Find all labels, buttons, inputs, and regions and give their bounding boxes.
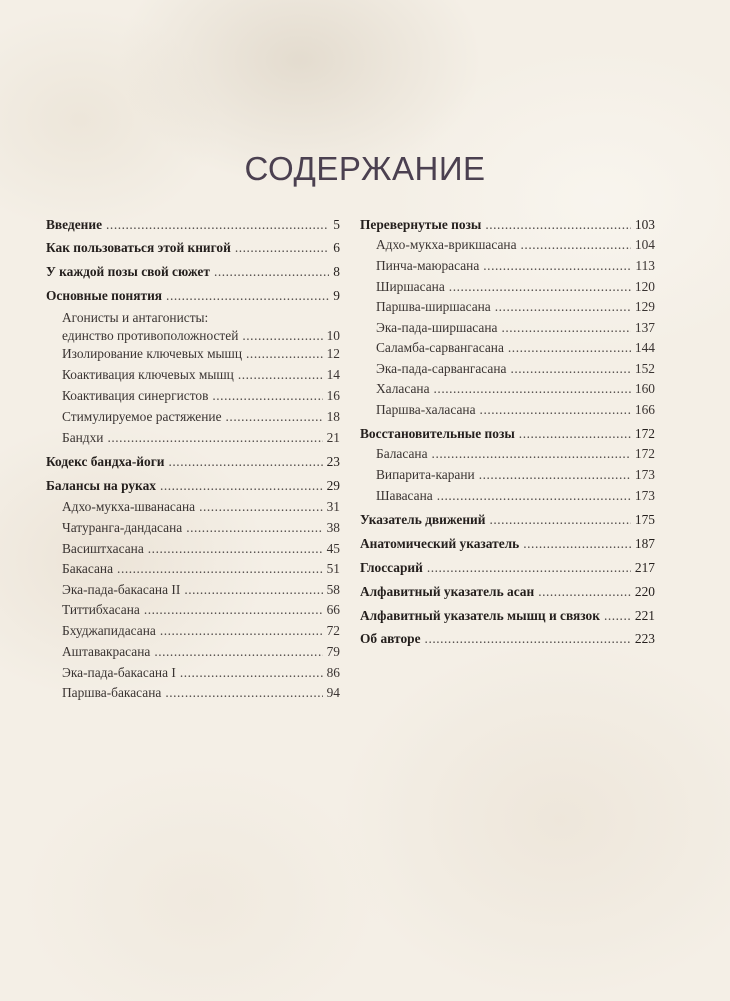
toc-entry[interactable] <box>376 379 655 397</box>
toc-entry-label: Об авторе <box>360 631 421 646</box>
leader-dots <box>242 328 322 344</box>
leader-dots <box>501 320 630 336</box>
toc-entry-label: Анатомический указатель <box>360 536 520 551</box>
leader-dots <box>212 388 322 404</box>
toc-entry[interactable] <box>62 559 340 577</box>
toc-entry-page: 66 <box>326 602 340 617</box>
toc-entry-page: 129 <box>634 299 655 314</box>
toc-entry-page: 5 <box>333 217 340 232</box>
leader-dots <box>483 258 631 274</box>
toc-entry-label: Как пользоваться этой книгой <box>46 240 231 255</box>
toc-entry-label: Шавасана <box>376 488 433 503</box>
leader-dots <box>510 361 630 377</box>
leader-dots <box>432 446 631 462</box>
toc-entry-label: Эка-пада-ширшасана <box>376 320 498 335</box>
toc-entry-page: 6 <box>333 240 340 255</box>
toc-entry[interactable] <box>62 326 340 344</box>
toc-entry-label: Паршва-бакасана <box>62 685 162 700</box>
page-title: СОДЕРЖАНИЕ <box>244 150 486 187</box>
toc-entry-page: 79 <box>326 644 340 659</box>
toc-entry[interactable] <box>62 580 340 598</box>
leader-dots <box>485 217 631 233</box>
toc-entry-label: Введение <box>46 217 103 232</box>
leader-dots <box>144 602 323 618</box>
toc-entry-label: Баласана <box>376 446 428 461</box>
toc-entry-line1[interactable] <box>62 308 340 326</box>
toc-entry-label: Випарита-карани <box>376 467 475 482</box>
leader-dots <box>160 478 323 494</box>
toc-entry[interactable] <box>46 476 340 494</box>
toc-entry-label: Адхо-мукха-шванасана <box>62 499 196 514</box>
toc-entry[interactable] <box>62 642 340 660</box>
toc-entry-page: 45 <box>326 541 340 556</box>
toc-entry-label: Эка-пада-бакасана I <box>62 665 176 680</box>
toc-entry[interactable] <box>62 539 340 557</box>
toc-entry[interactable] <box>62 621 340 639</box>
leader-dots <box>148 541 323 557</box>
toc-entry-label: Указатель движений <box>360 512 486 527</box>
toc-entry-label: Основные понятия <box>46 288 163 303</box>
toc-entry[interactable] <box>360 558 655 576</box>
toc-entry-page: 172 <box>634 446 655 461</box>
leader-dots <box>425 631 631 647</box>
leader-dots <box>107 430 322 446</box>
toc-entry-page: 72 <box>326 623 340 638</box>
toc-entry-label: Паршва-халасана <box>376 402 476 417</box>
toc-entry-page: 223 <box>634 631 655 646</box>
toc-entry-label: Бандхи <box>62 430 104 445</box>
toc-entry[interactable] <box>360 424 655 442</box>
toc-entry[interactable] <box>62 518 340 536</box>
leader-dots <box>238 367 323 383</box>
toc-entry-label: Халасана <box>376 381 430 396</box>
toc-entry-label: Эка-пада-сарвангасана <box>376 361 507 376</box>
toc-entry-label: Алфавитный указатель мышц и связок <box>360 608 600 623</box>
toc-entry-label: единство противоположностей <box>62 328 239 343</box>
leader-dots <box>508 340 631 356</box>
toc-entry[interactable] <box>62 600 340 618</box>
toc-entry[interactable] <box>376 235 655 253</box>
toc-entry-label: Чатуранга-дандасана <box>62 520 183 535</box>
toc-entry-page: 21 <box>326 430 340 445</box>
toc-entry-label: Восстановительные позы <box>360 426 515 441</box>
toc-entry[interactable] <box>376 338 655 356</box>
toc-entry[interactable] <box>62 683 340 701</box>
leader-dots <box>480 402 631 418</box>
toc-entry[interactable] <box>376 359 655 377</box>
leader-dots <box>106 217 329 233</box>
toc-entry-page: 221 <box>634 608 655 623</box>
toc-entry[interactable] <box>376 486 655 504</box>
leader-dots <box>437 488 631 504</box>
toc-entry-page: 104 <box>634 237 655 252</box>
toc-entry[interactable] <box>46 452 340 470</box>
leader-dots <box>519 426 631 442</box>
toc-entry-label: У каждой позы свой сюжет <box>46 264 210 279</box>
leader-dots <box>186 520 322 536</box>
toc-entry-page: 16 <box>326 388 340 403</box>
toc-entry[interactable] <box>376 297 655 315</box>
toc-entry[interactable] <box>360 215 655 233</box>
toc-entry[interactable] <box>360 606 655 624</box>
toc-entry[interactable] <box>360 629 655 647</box>
leader-dots <box>521 237 631 253</box>
toc-entry-page: 10 <box>326 328 340 343</box>
toc-entry-page: 160 <box>634 381 655 396</box>
toc-entry-label: Ширшасана <box>376 279 445 294</box>
leader-dots <box>434 381 631 397</box>
toc-entry[interactable] <box>46 215 340 233</box>
toc-entry-label: Саламба-сарвангасана <box>376 340 504 355</box>
leader-dots <box>538 584 631 600</box>
toc-entry[interactable] <box>360 582 655 600</box>
toc-entry-label: Пинча-маюрасана <box>376 258 480 273</box>
toc-entry[interactable] <box>376 400 655 418</box>
toc-entry-label: Перевернутые позы <box>360 217 482 232</box>
toc-entry-label: Титтибхасана <box>62 602 140 617</box>
toc-entry-label: Балансы на руках <box>46 478 156 493</box>
toc-entry-page: 217 <box>634 560 655 575</box>
toc-entry[interactable] <box>360 534 655 552</box>
leader-dots <box>523 536 631 552</box>
toc-entry-label: Васиштхасана <box>62 541 144 556</box>
leader-dots <box>184 582 322 598</box>
toc-entry-label: Кодекс бандха-йоги <box>46 454 165 469</box>
toc-entry-label: Глоссарий <box>360 560 423 575</box>
toc-entry-page: 58 <box>326 582 340 597</box>
toc-entry-page: 14 <box>326 367 340 382</box>
toc-entry-label: Паршва-ширшасана <box>376 299 491 314</box>
toc-entry-label: Эка-пада-бакасана II <box>62 582 181 597</box>
toc-entry[interactable] <box>376 444 655 462</box>
toc-entry[interactable] <box>62 386 340 404</box>
toc-entry-page: 12 <box>326 346 340 361</box>
leader-dots <box>169 454 323 470</box>
toc-entry-page: 23 <box>326 454 340 469</box>
leader-dots <box>604 608 631 624</box>
toc-entry-page: 172 <box>634 426 655 441</box>
toc-entry[interactable] <box>46 286 340 304</box>
toc-entry-page: 103 <box>634 217 655 232</box>
leader-dots <box>160 623 323 639</box>
toc-entry-label: Алфавитный указатель асан <box>360 584 535 599</box>
toc-entry-page: 8 <box>333 264 340 279</box>
toc-entry[interactable] <box>62 344 340 362</box>
toc-entry-label: Стимулируемое растяжение <box>62 409 222 424</box>
toc-entry-page: 166 <box>634 402 655 417</box>
toc-entry[interactable] <box>46 238 340 256</box>
leader-dots <box>449 279 631 295</box>
toc-entry-page: 175 <box>634 512 655 527</box>
leader-dots <box>117 561 323 577</box>
toc-entry[interactable] <box>62 365 340 383</box>
toc-entry-page: 29 <box>326 478 340 493</box>
leader-dots <box>495 299 631 315</box>
toc-entry-label: Коактивация ключевых мышц <box>62 367 234 382</box>
leader-dots <box>180 665 323 681</box>
toc-entry[interactable] <box>62 497 340 515</box>
toc-entry-page: 51 <box>326 561 340 576</box>
toc-entry-page: 120 <box>634 279 655 294</box>
toc-entry-page: 187 <box>634 536 655 551</box>
leader-dots <box>166 288 329 304</box>
toc-entry-page: 18 <box>326 409 340 424</box>
leader-dots <box>235 240 329 256</box>
toc-entry-page: 173 <box>634 488 655 503</box>
toc-entry-label: Коактивация синергистов <box>62 388 209 403</box>
toc-entry-page: 38 <box>326 520 340 535</box>
toc-entry[interactable] <box>376 256 655 274</box>
toc-entry[interactable] <box>62 663 340 681</box>
leader-dots <box>226 409 323 425</box>
toc-entry[interactable] <box>376 277 655 295</box>
toc-entry[interactable] <box>62 407 340 425</box>
toc-entry-page: 31 <box>326 499 340 514</box>
leader-dots <box>199 499 323 515</box>
leader-dots <box>214 264 329 280</box>
leader-dots <box>246 346 323 362</box>
leader-dots <box>489 512 630 528</box>
toc-entry[interactable] <box>376 465 655 483</box>
toc-entry[interactable] <box>360 510 655 528</box>
toc-entry-page: 173 <box>634 467 655 482</box>
toc-entry-page: 144 <box>634 340 655 355</box>
toc-entry-page: 113 <box>635 258 655 273</box>
leader-dots <box>165 685 322 701</box>
toc-entry-label: Адхо-мукха-врикшасана <box>376 237 517 252</box>
toc-entry-page: 9 <box>333 288 340 303</box>
toc-entry-label: Аштавакрасана <box>62 644 151 659</box>
toc-entry-label: Изолирование ключевых мышц <box>62 346 243 361</box>
leader-dots <box>154 644 322 660</box>
toc-entry[interactable] <box>46 262 340 280</box>
toc-entry-page: 86 <box>326 665 340 680</box>
toc-entry-page: 94 <box>326 685 340 700</box>
leader-dots <box>427 560 631 576</box>
toc-entry-label: Агонисты и антагонисты: <box>62 310 209 325</box>
toc-entry-page: 152 <box>634 361 655 376</box>
toc-entry-label: Бакасана <box>62 561 114 576</box>
toc-entry-label: Бхуджапидасана <box>62 623 156 638</box>
toc-entry[interactable] <box>62 428 340 446</box>
leader-dots <box>479 467 631 483</box>
toc-entry-page: 137 <box>634 320 655 335</box>
toc-entry-page: 220 <box>634 584 655 599</box>
toc-entry[interactable] <box>376 318 655 336</box>
